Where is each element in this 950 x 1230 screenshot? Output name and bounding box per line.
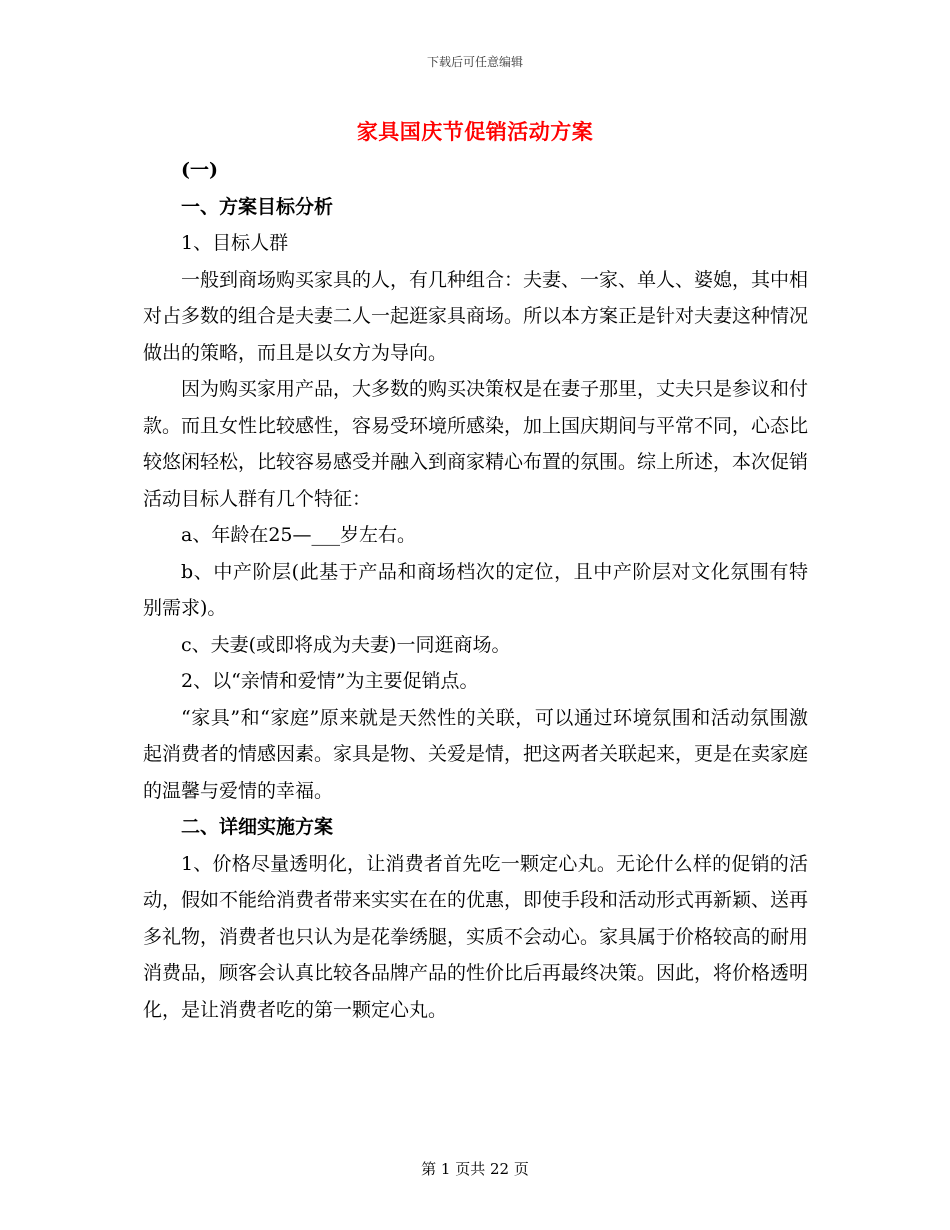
page-number: 第 1 页共 22 页 [421, 1160, 529, 1178]
document-body [143, 152, 808, 1028]
subheading-promotion-point: 2、以“亲情和爱情”为主要促销点。 [181, 670, 479, 692]
document-title: 家具国庆节促销活动方案 [356, 119, 594, 144]
page-header-note: 下载后可任意编辑 [426, 55, 523, 69]
list-item: b、中产阶层(此基于产品和商场档次的定位，且中产阶层对文化氛围有特别需求)。 [143, 560, 808, 619]
section-marker: (一) [181, 159, 218, 181]
heading-implementation-plan: 二、详细实施方案 [181, 816, 334, 838]
paragraph: “家具”和“家庭”原来就是天然性的关联，可以通过环境氛围和活动氛围激起消费者的情感因素。家具是物、关爱是情，把这两者关联起来，更是在卖家庭的温馨与爱情的幸福。 [143, 706, 809, 802]
paragraph: 一般到商场购买家具的人，有几种组合：夫妻、一家、单人、婆媳，其中相对占多数的组合是夫妻二人一起逛家具商场。所以本方案正是针对夫妻这种情况做出的策略，而且是以女方为导向。 [143, 268, 809, 364]
paragraph: 因为购买家用产品，大多数的购买决策权是在妻子那里，丈夫只是参议和付款。而且女性比较感性，容易受环境所感染，加上国庆期间与平常不同，心态比较悠闲轻松，比较容易感受并融入到商家精心布置的氛围。综上所述，本次促销活动目标人群有几个特征： [143, 378, 809, 510]
list-item: c、夫妻(或即将成为夫妻)一同逛商场。 [181, 633, 511, 656]
paragraph: 1、价格尽量透明化，让消费者首先吃一颗定心丸。无论什么样的促销的活动，假如不能给消费者带来实实在在的优惠，即使手段和活动形式再新颖、送再多礼物，消费者也只认为是花拳绣腿，实质不会动心。家具属于价格较高的耐用消费品，顾客会认真比较各品牌产品的性价比后再最终决策。因此，将价格透明化，是让消费者吃的第一颗定心丸。 [143, 852, 809, 1021]
list-item: a、年龄在25—___岁左右。 [181, 524, 417, 546]
subheading-target-audience: 1、目标人群 [181, 232, 289, 254]
heading-target-analysis: 一、方案目标分析 [181, 195, 334, 218]
